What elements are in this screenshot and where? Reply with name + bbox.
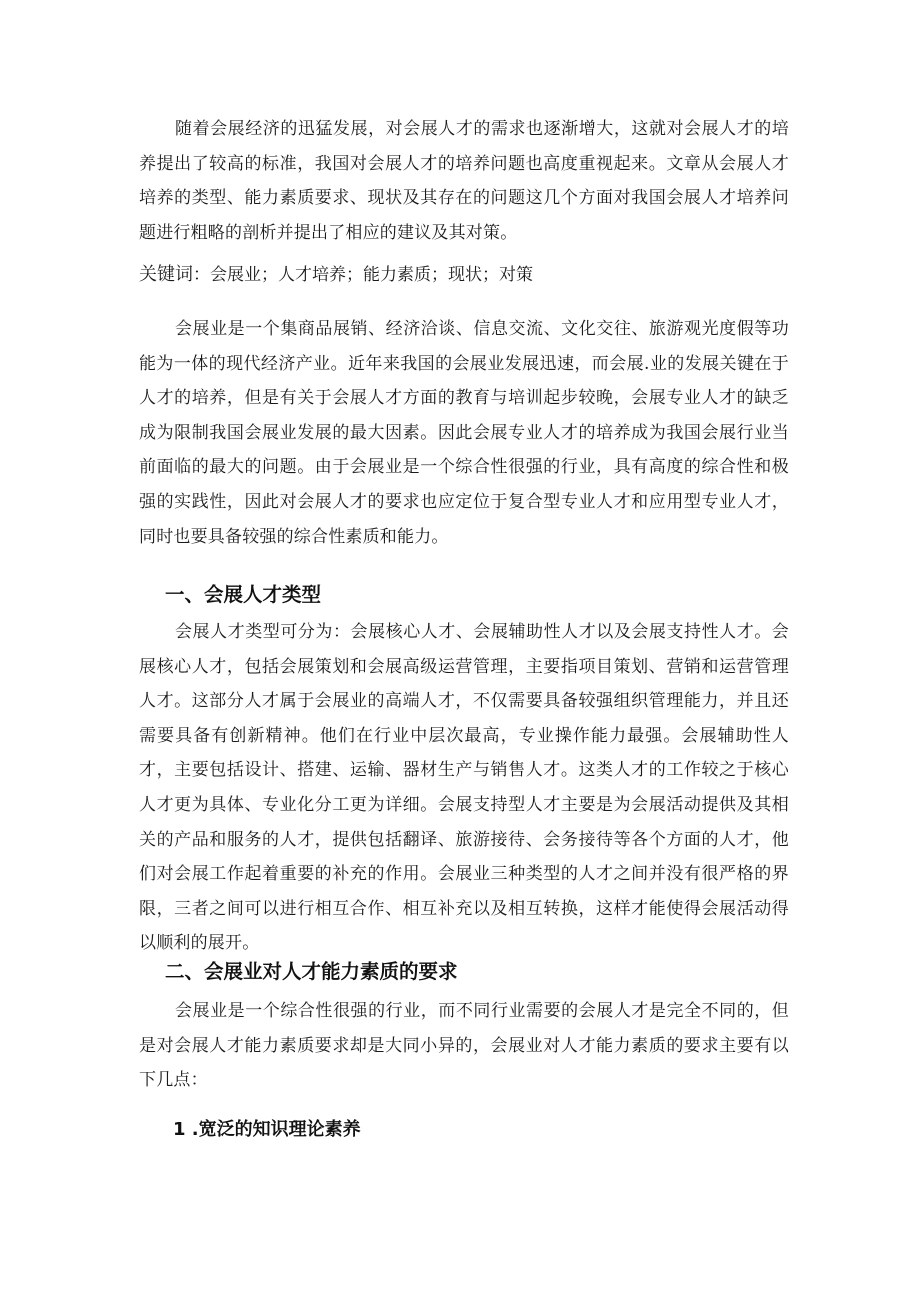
- intro-paragraph: 会展业是一个集商品展销、经济洽谈、信息交流、文化交往、旅游观光度假等功能为一体的现代经济产业。近年来我国的会展业发展迅速，而会展.业的发展关键在于人才的培养，但是有关于会展人才方面的教育与培训起步较晚，会展专业人才的缺乏成为限制我国会展业发展的最大因素。因此会展专业人才的培养成为我国会展行业当前面临的最大的问题。由于会展业是一个综合性很强的行业，具有高度的综合性和极强的实践性，因此对会展人才的要求也应定位于复合型专业人才和应用型专业人才，同时也要具备较强的综合性素质和能力。: [139, 319, 789, 547]
- keywords-line: [139, 258, 789, 292]
- section-1-paragraph: 会展人才类型可分为：会展核心人才、会展辅助性人才以及会展支持性人才。会展核心人才，包括会展策划和会展高级运营管理，主要指项目策划、营销和运营管理人才。这部分人才属于会展业的高端人才，不仅需要具备较强组织管理能力，并且还需要具备有创新精神。他们在行业中层次最高，专业操作能力最强。会展辅助性人才，主要包括设计、搭建、运输、器材生产与销售人才。这类人才的工作较之于核心人才更为具体、专业化分工更为详细。会展支持型人才主要是为会展活动提供及其相关的产品和服务的人才，提供包括翻译、旅游接待、会务接待等各个方面的人才，他们对会展工作起着重要的补充的作用。会展业三种类型的人才之间并没有很严格的界限，三者之间可以进行相互合作、相互补充以及相互转换，这样才能使得会展活动得以顺利的展开。: [139, 622, 789, 954]
- abstract-paragraph: 随着会展经济的迅猛发展，对会展人才的需求也逐渐增大，这就对会展人才的培养提出了较高的标准，我国对会展人才的培养问题也高度重视起来。文章从会展人才培养的类型、能力素质要求、现状及其存在的问题这几个方面对我国会展人才培养问题进行粗略的剖析并提出了相应的建议及其对策。: [139, 119, 789, 243]
- section-1-heading: 一、会展人才类型: [165, 583, 322, 606]
- section-2-subheading-1: 1 .宽泛的知识理论素养: [173, 1119, 361, 1140]
- keywords-items: 会展业；人才培养；能力素质；现状；对策: [210, 265, 533, 285]
- section-2-heading: 二、会展业对人才能力素质的要求: [165, 960, 458, 983]
- keywords-label: 关键词: [139, 264, 193, 285]
- keywords-separator: ：: [193, 265, 210, 285]
- section-2-paragraph: 会展业是一个综合性很强的行业，而不同行业需要的会展人才是完全不同的，但是对会展人才能力素质要求却是大同小异的，会展业对人才能力素质的要求主要有以下几点：: [139, 1001, 789, 1091]
